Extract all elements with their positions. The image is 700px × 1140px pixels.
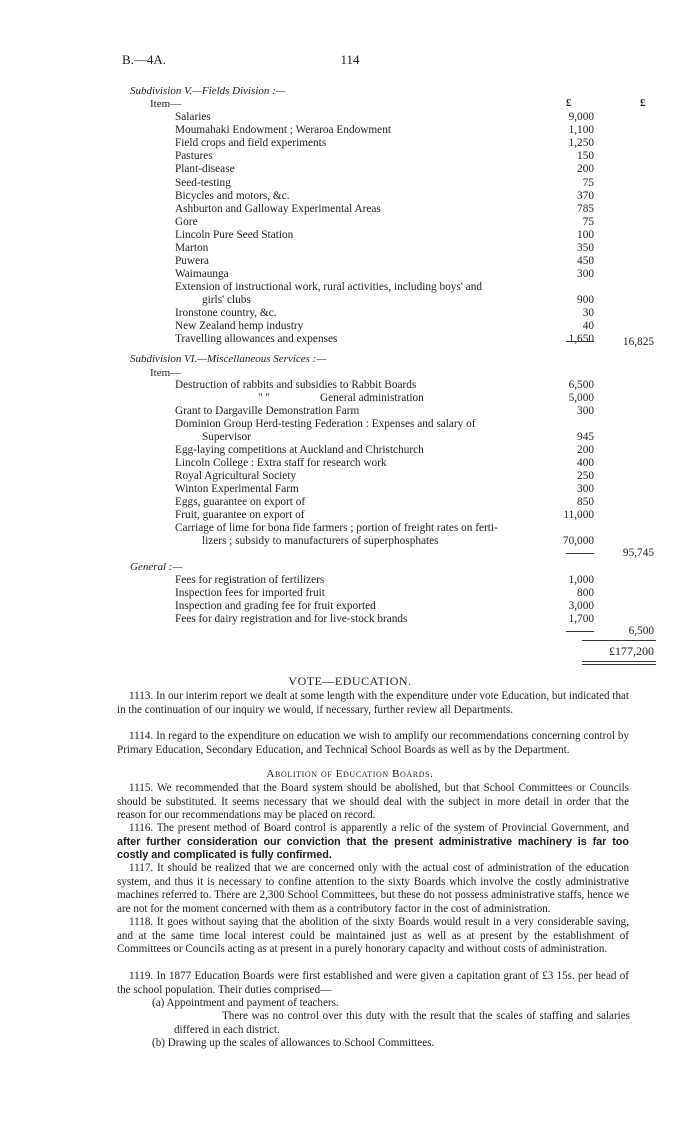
general-administration-amount: 5,000 [568,392,594,404]
lime-carriage-amount: 70,000 [562,535,594,547]
dargaville-grant-amount: 300 [577,405,594,417]
line-item-amount: 450 [577,255,594,268]
paragraph-1114: 1114. In regard to the expenditure on education we wish to amplify our recommendations concerning control by Primary Education, Secondary Education, and Technical School Boards as well as by the Department. [117,730,629,756]
line-item-amount: 100 [577,228,594,241]
line-item [175,124,537,137]
line-item [175,457,537,470]
line-item [175,333,537,346]
herd-testing-line-2: Supervisor .. [202,431,537,444]
line-item [175,574,537,587]
grand-total: £177,200 [609,644,654,658]
column-head-items: £ [566,97,572,109]
general-total: 6,500 [628,625,654,637]
line-item-label: Puwera [175,255,209,268]
subdivision-5-title: Subdivision V.—Fields Division :— [130,85,286,97]
abolition-heading: Abolition of Education Boards. [266,768,434,780]
line-item-label: Ashburton and Galloway Experimental Areas [175,202,381,215]
subdivision-6-item-label: Item— [150,367,182,379]
paragraph-1116 [117,822,629,863]
paragraph-1113: 1113. In our interim report we dealt at some length with the expenditure under vote Education, but indicated that in the continuation of our inquiry we would, if necessary, further review all Departments. [117,690,629,716]
lime-carriage-line-2: lizers ; subsidy to manufacturers of superphosphates .. [202,535,537,548]
line-item-label: Fruit, guarantee on export of [175,509,305,521]
line-item-label: Inspection and grading fee for fruit exported [175,600,376,612]
subdivision-6-title: Subdivision VI.—Miscellaneous Services :— [130,353,327,365]
dargaville-grant-line: Grant to Dargaville Demonstration Farm .. [175,405,537,418]
line-item-label: Marton [175,242,209,254]
line-item-amount: 40 [582,320,594,332]
line-item [175,268,537,281]
line-item-label: Plant-disease [175,163,235,176]
duty-a-note: There was no control over this duty with the result that the scales of staffing and salaries differed in each district. [174,1010,630,1036]
line-item-label: Fees for registration of fertilizers [175,574,325,586]
line-item-amount: 1,100 [568,124,594,137]
line-item-amount: 850 [577,496,594,508]
line-item [175,190,537,203]
line-item-amount: 200 [577,444,594,456]
paragraph-1115: 1115. We recommended that the Board system should be abolished, but that School Committees or Councils should be substituted. It seems necessary that we should deal with the subject in more detail in order that the reason for our recommendations may be placed on record. [117,782,629,821]
column-head-totals: £ [640,97,646,109]
line-item [175,177,537,190]
paragraph-1119: 1119. In 1877 Education Boards were first established and were given a capitation grant of £3 15s. per head of the school population. Their duties comprised— [117,970,629,996]
line-item-label: Moumahaki Endowment ; Weraroa Endowment [175,124,391,137]
rule [582,661,656,662]
line-item [175,496,537,509]
line-item-label: Travelling allowances and expenses [175,333,338,345]
general-title: General :— [130,561,183,573]
line-item-label: Salaries [175,111,211,123]
line-item-amount: 200 [577,163,594,176]
line-item [175,203,537,216]
lime-carriage-line-1: Carriage of lime for bona fide farmers ; portion of freight rates on ferti- [175,522,498,534]
line-item-amount: 250 [577,470,594,482]
line-item [175,444,537,457]
line-item [175,242,537,255]
line-item [175,483,537,496]
line-item [175,307,537,320]
line-item-label: Lincoln Pure Seed Station [175,228,294,241]
line-item-label: Lincoln College : Extra staff for research work [175,457,387,469]
line-item-amount: 75 [582,215,594,228]
extension-line-2: girls' clubs .. [202,294,537,307]
line-item [175,163,537,176]
line-item-amount: 75 [582,176,594,189]
rabbit-boards-amount: 6,500 [568,379,594,391]
line-item-amount: 400 [577,457,594,469]
line-item-amount: 300 [577,483,594,495]
rule [582,640,656,641]
line-item [175,111,537,124]
line-item [175,470,537,483]
line-item [175,600,537,613]
ditto-marks: " " [258,392,271,404]
line-item [175,229,537,242]
line-item [175,587,537,600]
line-item-label: Bicycles and motors, &c. [175,189,290,202]
line-item-amount: 800 [577,587,594,599]
line-item [175,137,537,150]
line-item-amount: 1,250 [568,137,594,150]
rule [566,341,594,342]
subdivision-5-item-label: Item— [150,98,182,110]
line-item-amount: 350 [577,242,594,254]
duty-b: (b) Drawing up the scales of allowances to School Committees. [152,1037,435,1049]
herd-testing-line-1: Dominion Group Herd-testing Federation : Expenses and salary of [175,418,476,430]
line-item [175,150,537,163]
line-item-label: Inspection fees for imported fruit [175,587,325,599]
rule [582,664,656,665]
line-item-label: Field crops and field experiments [175,137,327,150]
extension-amount: 900 [577,294,594,306]
line-item-amount: 300 [577,268,594,281]
line-item-amount: 11,000 [563,509,594,521]
line-item-label: Winton Experimental Farm [175,483,299,495]
line-item [175,255,537,268]
extension-line-1: Extension of instructional work, rural activities, including boys' and [175,281,482,293]
paragraph-1116-text: 1116. The present method of Board control is apparently a relic of the system of Provincial Government, and [129,822,629,834]
document-reference: B.—4A. [122,52,167,67]
line-item-amount: 785 [577,202,594,215]
line-item-label: Gore [175,215,198,228]
line-item-amount: 150 [577,150,594,163]
line-item-label: Pastures [175,150,213,163]
vote-education-heading: VOTE—EDUCATION. [288,674,412,688]
line-item [175,320,537,333]
general-administration-line: General administration .. [320,392,537,405]
line-item-amount: 1,650 [568,333,594,345]
rabbit-boards-line: Destruction of rabbits and subsidies to Rabbit Boards .. [175,379,537,392]
line-item-amount: 9,000 [568,111,594,123]
duty-a: (a) Appointment and payment of teachers. [152,997,339,1009]
line-item-label: Egg-laying competitions at Auckland and Christchurch [175,444,424,456]
paragraph-1118: 1118. It goes without saying that the abolition of the sixty Boards would result in a very considerable saving, and at the same time local interest could be maintained just as well as at present by the establishment of Committees or Councils acting as at present in a purely honorary capacity and without costs of administration. [117,916,629,955]
line-item-amount: 370 [577,189,594,202]
line-item-amount: 1,000 [568,574,594,586]
line-item-label: Ironstone country, &c. [175,307,277,319]
line-item-label: Seed-testing [175,176,231,189]
line-item-label: Royal Agricultural Society [175,470,297,482]
line-item [175,509,537,522]
rule [566,553,594,554]
line-item-amount: 3,000 [568,600,594,612]
line-item [175,216,537,229]
line-item [175,613,537,626]
line-item-label: Waimaunga [175,268,229,281]
subdivision-5-total: 16,825 [622,336,654,348]
paragraph-1117: 1117. It should be realized that we are concerned only with the actual cost of administration of the education system, and thus it is necessary to confine attention to the sixty Boards which involve the costly administrative machines referred to. There are 2,300 School Committees, but these do not possess administrative staffs, hence we are not for the moment concerned with them as a contributory factor in the cost of administration. [117,862,629,915]
line-item-amount: 1,700 [568,613,594,625]
line-item-amount: 30 [582,307,594,319]
line-item-label: Fees for dairy registration and for live-stock brands [175,613,408,625]
line-item-label: Eggs, guarantee on export of [175,496,306,508]
rule [566,631,594,632]
line-item-label: New Zealand hemp industry [175,320,304,332]
subdivision-6-total: 95,745 [622,547,654,559]
herd-testing-amount: 945 [577,431,594,443]
page-number: 114 [340,52,360,67]
paragraph-1116-bold: after further consideration our conviction that the present administrative machinery is far too costly and complicated is fully confirmed. [117,835,629,861]
